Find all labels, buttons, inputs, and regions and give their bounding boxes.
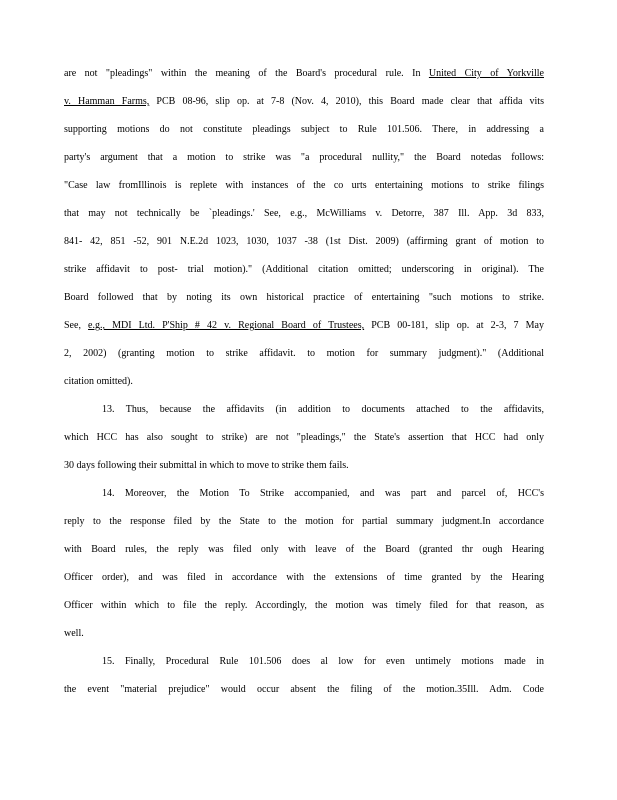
text-segment: "Case law fromIllinois is replete with instances of the co urts entertaining motions to strike filings bbox=[64, 180, 544, 191]
text-line bbox=[64, 485, 544, 513]
case-citation: v. Hamman Farms, bbox=[64, 96, 150, 107]
text-line bbox=[64, 65, 544, 93]
text-line bbox=[64, 121, 544, 149]
text-line bbox=[64, 177, 544, 205]
text-segment: that may not technically be `pleadings.' See, e.g., McWilliams v. Detorre, 387 Ill. App. 3d 833, bbox=[64, 208, 544, 219]
text-line bbox=[64, 149, 544, 177]
text-segment: 2, 2002) (granting motion to strike affidavit. to motion for summary judgment)." (Additional bbox=[64, 348, 544, 359]
text-segment: are not "pleadings" within the meaning of the Board's procedural rule. In bbox=[64, 68, 429, 79]
text-segment: 15. Finally, Procedural Rule 101.506 does al low for even untimely motions made in bbox=[102, 656, 544, 667]
text-segment: supporting motions do not constitute pleadings subject to Rule 101.506. There, in addressing a bbox=[64, 124, 544, 135]
text-line bbox=[64, 513, 544, 541]
text-segment: well. bbox=[64, 628, 84, 639]
text-segment: Officer within which to file the reply. Accordingly, the motion was timely filed for that reason, as bbox=[64, 600, 544, 611]
text-segment: Officer order), and was filed in accordance with the extensions of time granted by the Hearing bbox=[64, 572, 544, 583]
text-line bbox=[64, 625, 544, 653]
text-segment: PCB 00-181, slip op. at 2-3, 7 May bbox=[364, 320, 544, 331]
text-segment: reply to the response filed by the State to the motion for partial summary judgment.In accordance bbox=[64, 516, 544, 527]
text-line bbox=[64, 261, 544, 289]
text-line bbox=[64, 457, 544, 485]
text-line bbox=[64, 541, 544, 569]
text-segment: 14. Moreover, the Motion To Strike accompanied, and was part and parcel of, HCC's bbox=[102, 488, 544, 499]
text-segment: 30 days following their submittal in which to move to strike them fails. bbox=[64, 460, 349, 471]
text-line bbox=[64, 653, 544, 681]
text-segment: the event "material prejudice" would occur absent the filing of the motion.35Ill. Adm. Code bbox=[64, 684, 544, 695]
text-segment: which HCC has also sought to strike) are not "pleadings," the State's assertion that HCC had only bbox=[64, 432, 544, 443]
text-segment: citation omitted). bbox=[64, 376, 133, 387]
text-line bbox=[64, 401, 544, 429]
text-line bbox=[64, 373, 544, 401]
text-line bbox=[64, 317, 544, 345]
case-citation: e.g., MDI Ltd. P'Ship # 42 v. Regional Board of Trustees, bbox=[88, 320, 365, 331]
text-segment: party's argument that a motion to strike was "a procedural nullity," the Board notedas follows: bbox=[64, 152, 544, 163]
text-segment: 841- 42, 851 -52, 901 N.E.2d 1023, 1030, 1037 -38 (1st Dist. 2009) (affirming grant of motion to bbox=[64, 236, 544, 247]
text-line bbox=[64, 205, 544, 233]
body-text bbox=[64, 65, 544, 709]
case-citation: United City of Yorkville bbox=[428, 68, 544, 79]
text-line bbox=[64, 233, 544, 261]
text-line bbox=[64, 289, 544, 317]
text-segment: Board followed that by noting its own historical practice of entertaining "such motions to strike. bbox=[64, 292, 544, 303]
text-line bbox=[64, 93, 544, 121]
text-line bbox=[64, 429, 544, 457]
text-segment: See, bbox=[64, 320, 89, 331]
text-segment: 13. Thus, because the affidavits (in addition to documents attached to the affidavits, bbox=[102, 404, 544, 415]
text-line bbox=[64, 345, 544, 373]
text-segment: with Board rules, the reply was filed only with leave of the Board (granted thr ough Hearing bbox=[64, 544, 544, 555]
text-segment: strike affidavit to post- trial motion)." (Additional citation omitted; underscoring in original). The bbox=[64, 264, 544, 275]
text-line bbox=[64, 569, 544, 597]
text-line bbox=[64, 597, 544, 625]
text-line bbox=[64, 681, 544, 709]
text-segment: PCB 08-96, slip op. at 7-8 (Nov. 4, 2010), this Board made clear that affida vits bbox=[149, 96, 544, 107]
